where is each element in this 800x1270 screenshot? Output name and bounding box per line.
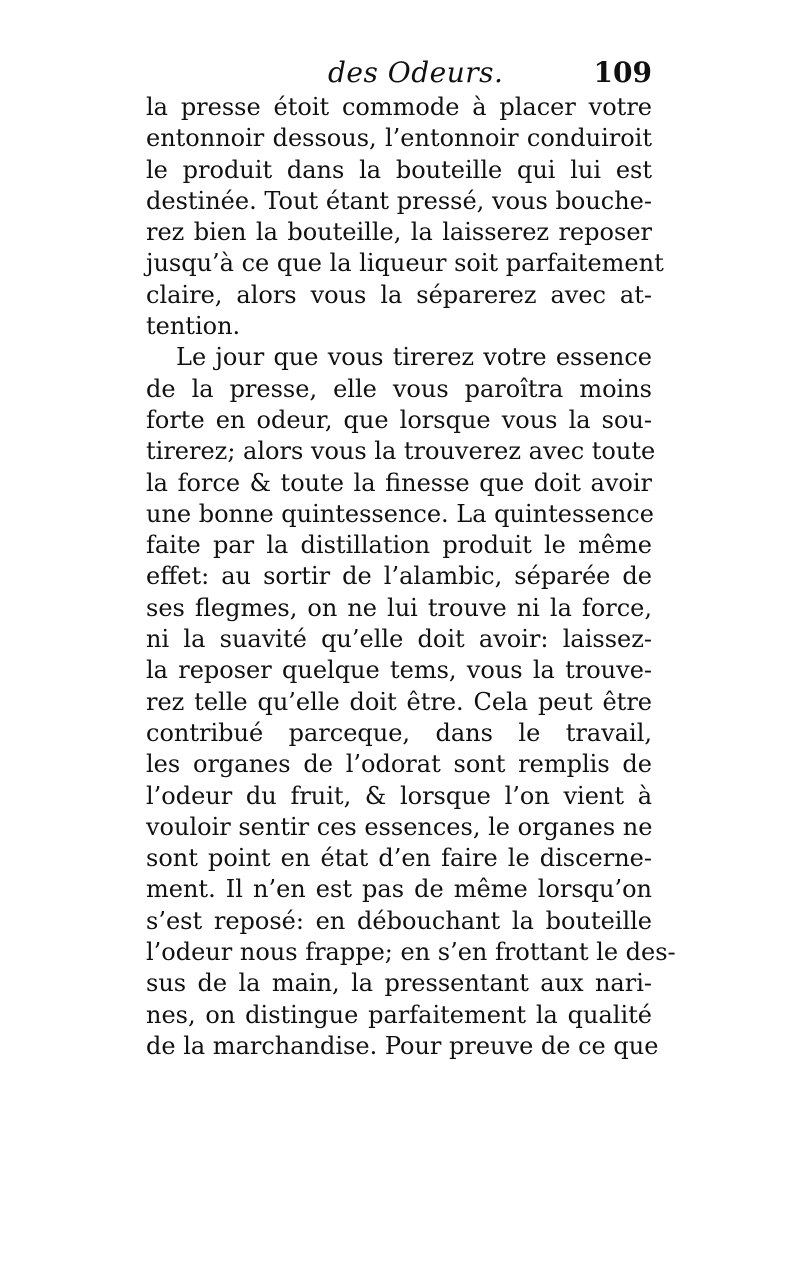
page-header: [146, 48, 652, 96]
text-line: l’odeur nous frappe; en s’en frottant le des-: [146, 938, 676, 967]
text-line: s’est reposé: en débouchant la bouteille: [146, 906, 652, 935]
text-line: le produit dans la bouteille qui lui est: [146, 155, 652, 184]
text-line: ni la suavité qu’elle doit avoir: laissez-: [146, 625, 652, 654]
text-line: effet: au sortir de l’alambic, séparée de: [146, 562, 652, 591]
text-line: de la presse, elle vous paroîtra moins: [146, 374, 652, 403]
text-line: nes, on distingue parfaitement la qualité: [146, 1000, 652, 1029]
page-number: 109: [593, 56, 652, 89]
text-line: tention.: [146, 312, 241, 341]
text-line: rez telle qu’elle doit être. Cela peut être: [146, 687, 652, 716]
text-line: sont point en état d’en faire le discerne-: [146, 844, 652, 873]
text-line: Le jour que vous tirerez votre essence: [176, 343, 652, 372]
text-line: ses flegmes, on ne lui trouve ni la force,: [146, 593, 652, 622]
text-line: sus de la main, la pressentant aux nari-: [146, 969, 652, 998]
text-line: de la marchandise. Pour preuve de ce que: [146, 1031, 659, 1060]
text-line: contribué parceque, dans le travail,: [146, 718, 652, 747]
body-text: [146, 92, 676, 1062]
text-line: claire, alors vous la séparerez avec at-: [146, 280, 652, 309]
text-line: tirerez; alors vous la trouverez avec toute: [146, 437, 656, 466]
text-line: la reposer quelque tems, vous la trouve-: [146, 656, 652, 685]
text-line: ment. Il n’en est pas de même lorsqu’on: [146, 875, 652, 904]
text-line: entonnoir dessous, l’entonnoir conduiroit: [146, 124, 652, 153]
text-line: jusqu’à ce que la liqueur soit parfaitement: [146, 249, 664, 278]
text-line: les organes de l’odorat sont remplis de: [146, 750, 652, 779]
text-line: destinée. Tout étant pressé, vous bouche-: [146, 186, 652, 215]
text-line: rez bien la bouteille, la laisserez reposer: [146, 218, 652, 247]
text-line: une bonne quintessence. La quintessence: [146, 499, 654, 528]
running-head: des Odeurs.: [328, 56, 504, 89]
text-line: faite par la distillation produit le même: [146, 531, 652, 560]
text-line: la force & toute la finesse que doit avoir: [146, 468, 652, 497]
text-line: la presse étoit commode à placer votre: [146, 93, 652, 121]
text-line: l’odeur du fruit, & lorsque l’on vient à: [146, 781, 652, 810]
text-line: forte en odeur, que lorsque vous la sou-: [146, 405, 652, 434]
text-line: vouloir sentir ces essences, le organes ne: [146, 812, 653, 841]
